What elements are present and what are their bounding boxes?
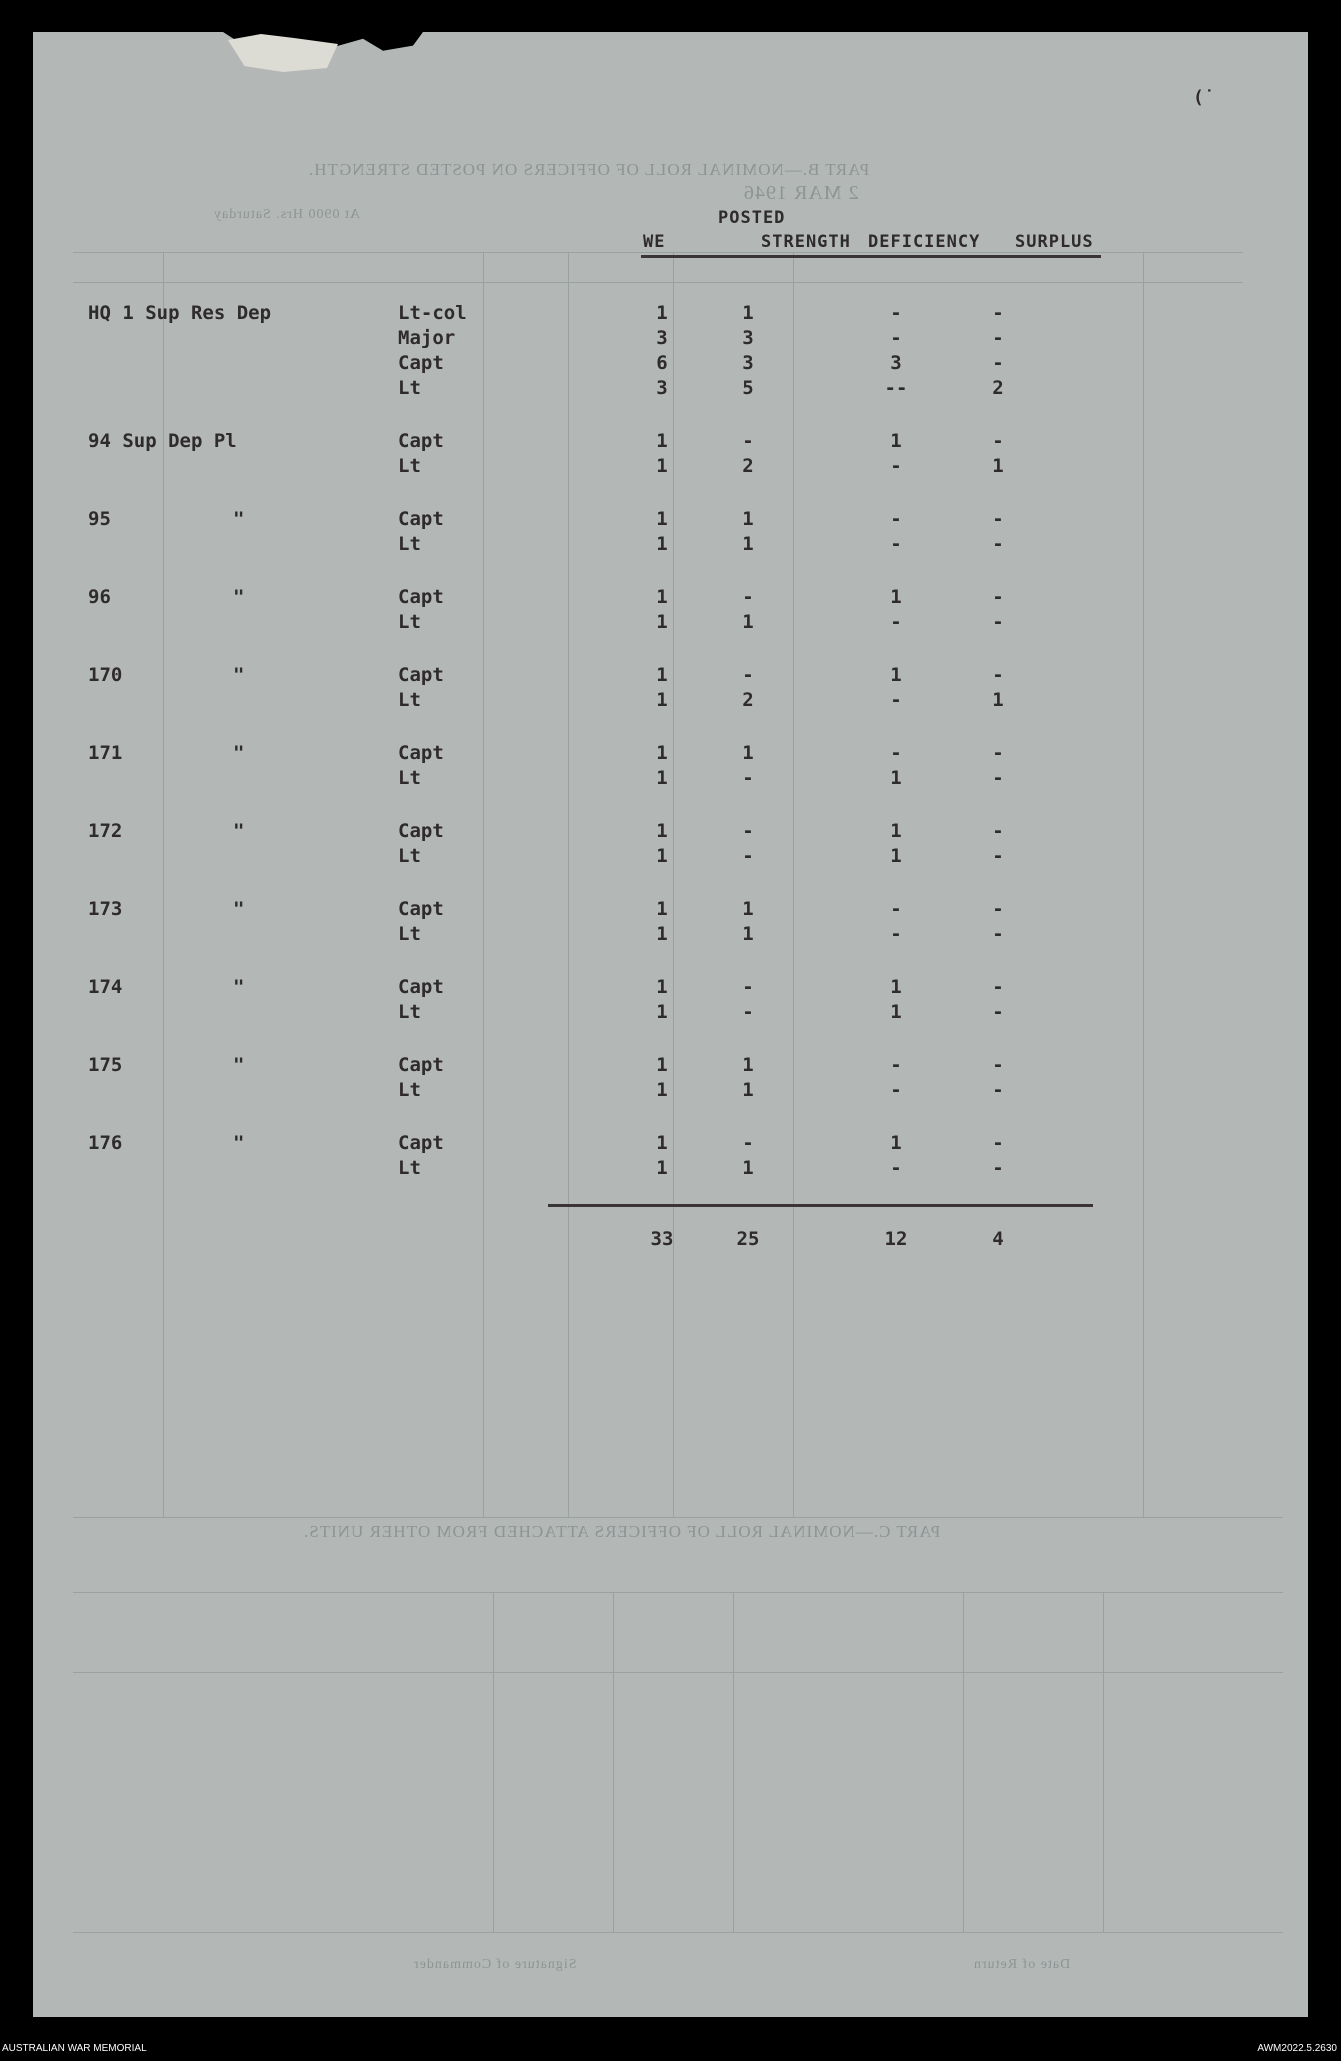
show-through-heading: PART B.—NOMINAL ROLL OF OFFICERS ON POSTED STRENGTH. [308,160,870,179]
deficiency-value: - [890,898,902,920]
deficiency-value: - [890,923,902,945]
show-through-date-of-return: Date of Return [973,1957,1071,1972]
rank: Capt [398,820,444,842]
we-value: 1 [656,845,668,867]
unit-name: 96 [88,586,111,608]
we-value: 1 [656,508,668,530]
form-rule [73,282,1243,283]
we-value: 1 [656,533,668,555]
we-value: 1 [656,430,668,452]
deficiency-value: 1 [890,845,902,867]
form-rule [73,1932,1283,1933]
ditto-mark: " [233,742,245,764]
we-value: 1 [656,767,668,789]
rank: Capt [398,1054,444,1076]
deficiency-value: - [890,689,902,711]
deficiency-value: 1 [890,430,902,452]
deficiency-value: 1 [890,976,902,998]
form-rule [733,1592,734,1932]
total-deficiency: 12 [884,1228,908,1250]
show-through-signature-label: Signature of Commander [413,1957,577,1972]
surplus-value: - [992,508,1004,530]
deficiency-value: 1 [890,820,902,842]
surplus-value: 2 [992,377,1004,399]
form-rule [483,252,484,1517]
strength-value: - [742,664,754,686]
unit-name: 176 [88,1132,123,1154]
form-rule [73,252,1243,253]
document-page [33,32,1308,2017]
deficiency-value: - [890,508,902,530]
we-value: 3 [656,377,668,399]
we-value: 1 [656,689,668,711]
unit-name: 172 [88,820,123,842]
strength-value: 1 [742,302,754,324]
surplus-value: - [992,898,1004,920]
we-value: 1 [656,923,668,945]
unit-name: 94 Sup Dep Pl [88,430,237,452]
deficiency-value: 1 [890,586,902,608]
strength-value: - [742,976,754,998]
ditto-mark: " [233,508,245,530]
surplus-value: - [992,767,1004,789]
unit-name: 95 [88,508,111,530]
surplus-value: - [992,327,1004,349]
we-value: 1 [656,898,668,920]
total-surplus: 4 [992,1228,1004,1250]
unit-name: 175 [88,1054,123,1076]
show-through-stamp: 2 MAR 1946 [743,182,859,204]
we-value: 1 [656,302,668,324]
surplus-value: - [992,1132,1004,1154]
posted-label: POSTED [718,208,786,228]
surplus-value: - [992,1157,1004,1179]
form-rule [568,252,569,1517]
strength-value: - [742,820,754,842]
form-rule [793,252,794,1517]
deficiency-value: - [890,1157,902,1179]
strength-value: 3 [742,352,754,374]
rank: Lt [398,377,421,399]
rank: Lt [398,1079,421,1101]
surplus-value: - [992,1001,1004,1023]
strength-value: 2 [742,455,754,477]
we-value: 1 [656,1079,668,1101]
strength-value: - [742,845,754,867]
deficiency-value: - [890,455,902,477]
strength-value: 1 [742,923,754,945]
we-value: 1 [656,611,668,633]
strength-value: 1 [742,508,754,530]
we-value: 6 [656,352,668,374]
surplus-value: - [992,820,1004,842]
strength-value: 2 [742,689,754,711]
deficiency-value: 3 [890,352,902,374]
deficiency-value: 1 [890,1132,902,1154]
header-deficiency: DEFICIENCY [868,232,981,252]
footer-left: AUSTRALIAN WAR MEMORIAL [2,2043,147,2054]
we-value: 1 [656,1001,668,1023]
footer-right: AWM2022.5.2630 [1257,2043,1337,2054]
deficiency-value: 1 [890,1001,902,1023]
we-value: 1 [656,1054,668,1076]
ditto-mark: " [233,664,245,686]
strength-value: 3 [742,327,754,349]
surplus-value: - [992,664,1004,686]
surplus-value: - [992,430,1004,452]
show-through-part-c: PART C.—NOMINAL ROLL OF OFFICERS ATTACHED FROM OTHER UNITS. [303,1522,941,1541]
form-rule [73,1592,1283,1593]
rank: Lt [398,845,421,867]
we-value: 1 [656,664,668,686]
form-rule [73,1672,1283,1673]
strength-value: - [742,586,754,608]
rank: Capt [398,742,444,764]
total-strength: 25 [736,1228,760,1250]
deficiency-value: - [890,1079,902,1101]
we-value: 1 [656,820,668,842]
we-value: 1 [656,1132,668,1154]
unit-name: 170 [88,664,123,686]
we-value: 1 [656,742,668,764]
strength-value: - [742,1132,754,1154]
we-value: 1 [656,586,668,608]
total-we: 33 [650,1228,674,1250]
deficiency-value: - [890,611,902,633]
unit-name: 171 [88,742,123,764]
deficiency-value: - [890,302,902,324]
rank: Lt [398,611,421,633]
deficiency-value: 1 [890,664,902,686]
rank: Lt [398,533,421,555]
strength-value: 1 [742,742,754,764]
rank: Capt [398,898,444,920]
strength-value: - [742,767,754,789]
surplus-value: - [992,923,1004,945]
rank: Lt [398,767,421,789]
ink-mark: (˙ [1193,87,1215,108]
ditto-mark: " [233,976,245,998]
surplus-value: - [992,586,1004,608]
we-value: 1 [656,455,668,477]
show-through-date-line: At 0900 Hrs. Saturday [213,207,360,222]
strength-value: 1 [742,1054,754,1076]
header-surplus: SURPLUS [1015,232,1094,252]
form-rule [1143,252,1144,1517]
surplus-value: 1 [992,689,1004,711]
unit-name: 173 [88,898,123,920]
header-strength: STRENGTH [761,232,851,252]
deficiency-value: -- [884,377,908,399]
deficiency-value: - [890,1054,902,1076]
surplus-value: - [992,1079,1004,1101]
form-rule [613,1592,614,1932]
rank: Lt [398,455,421,477]
surplus-value: 1 [992,455,1004,477]
rank: Major [398,327,456,349]
form-rule [73,1517,1283,1518]
strength-value: - [742,1001,754,1023]
surplus-value: - [992,742,1004,764]
strength-value: 1 [742,533,754,555]
ditto-mark: " [233,1054,245,1076]
we-value: 1 [656,976,668,998]
rank: Capt [398,664,444,686]
strength-value: 1 [742,611,754,633]
we-value: 1 [656,1157,668,1179]
header-we: WE [643,232,666,252]
rank: Lt [398,923,421,945]
rank: Capt [398,1132,444,1154]
rank: Capt [398,586,444,608]
surplus-value: - [992,302,1004,324]
unit-name: HQ 1 Sup Res Dep [88,302,272,324]
rank: Lt [398,1001,421,1023]
strength-value: - [742,430,754,452]
unit-name: 174 [88,976,123,998]
rank: Capt [398,976,444,998]
we-value: 3 [656,327,668,349]
deficiency-value: - [890,742,902,764]
rank: Lt [398,689,421,711]
surplus-value: - [992,352,1004,374]
rank: Lt-col [398,302,467,324]
deficiency-value: 1 [890,767,902,789]
surplus-value: - [992,1054,1004,1076]
ditto-mark: " [233,820,245,842]
ditto-mark: " [233,898,245,920]
surplus-value: - [992,611,1004,633]
strength-value: 1 [742,1157,754,1179]
strength-value: 1 [742,898,754,920]
totals-rule [548,1204,1093,1207]
deficiency-value: - [890,327,902,349]
surplus-value: - [992,845,1004,867]
form-rule [493,1592,494,1932]
form-rule [1103,1592,1104,1932]
strength-value: 5 [742,377,754,399]
form-rule [963,1592,964,1932]
deficiency-value: - [890,533,902,555]
ditto-mark: " [233,586,245,608]
surplus-value: - [992,976,1004,998]
rank: Capt [398,352,444,374]
surplus-value: - [992,533,1004,555]
rank: Lt [398,1157,421,1179]
rank: Capt [398,430,444,452]
strength-value: 1 [742,1079,754,1101]
rank: Capt [398,508,444,530]
header-underline [641,255,1101,258]
ditto-mark: " [233,1132,245,1154]
